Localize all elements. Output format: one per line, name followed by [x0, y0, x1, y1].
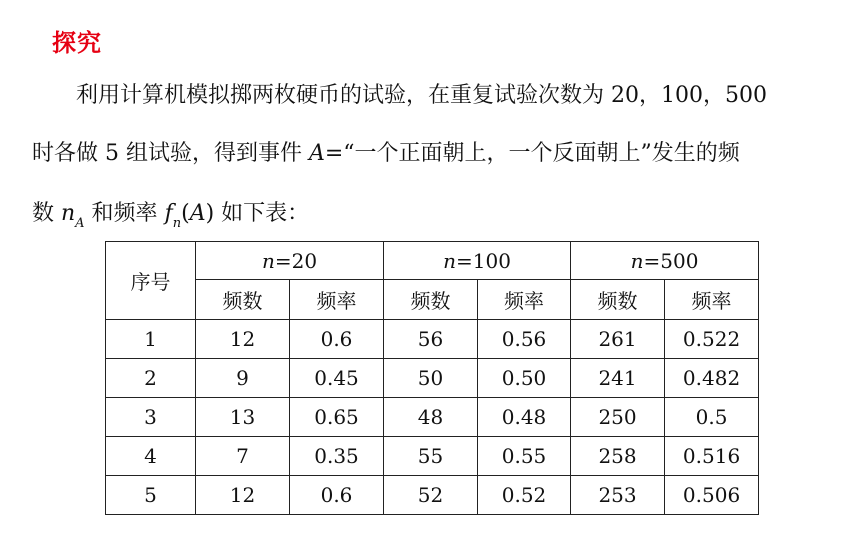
table-cell: 0.482 — [665, 359, 759, 398]
subheader-cell: 频数 — [196, 280, 290, 320]
table-cell: 9 — [196, 359, 290, 398]
table-cell: 258 — [571, 437, 665, 476]
table-cell: 0.6 — [290, 476, 384, 515]
table-cell: 0.56 — [478, 320, 571, 359]
event-variable: A — [189, 201, 206, 226]
paragraph-text: =“一个正面朝上，一个反面朝上”发生的频 — [324, 141, 740, 166]
group-label: =500 — [643, 248, 699, 273]
group-header-cell — [571, 242, 759, 280]
group-label: =20 — [274, 248, 318, 273]
table-row — [106, 359, 759, 398]
frequency-subscript: n — [172, 216, 182, 231]
table-cell: 0.45 — [290, 359, 384, 398]
group-var: n — [261, 248, 275, 273]
table-row — [106, 320, 759, 359]
subheader-cell: 频率 — [290, 280, 384, 320]
table-cell: 253 — [571, 476, 665, 515]
table-cell: 0.6 — [290, 320, 384, 359]
group-var: n — [630, 248, 644, 273]
results-table — [105, 241, 759, 515]
section-heading: 探究 — [52, 29, 102, 57]
group-var: n — [443, 248, 456, 273]
paragraph-text: 时各做 5 组试验，得到事件 — [32, 141, 309, 166]
subheader-cell: 频率 — [665, 280, 759, 320]
group-header-cell — [384, 242, 571, 280]
table-cell: 13 — [196, 398, 290, 437]
row-index-cell: 1 — [106, 320, 196, 359]
table-row — [106, 398, 759, 437]
count-symbol: n — [61, 201, 76, 226]
seq-header-cell: 序号 — [106, 242, 196, 320]
table-subheader-row — [106, 280, 759, 320]
row-index-cell: 4 — [106, 437, 196, 476]
table-cell: 261 — [571, 320, 665, 359]
table-cell: 0.516 — [665, 437, 759, 476]
row-index-cell: 5 — [106, 476, 196, 515]
event-variable: A — [308, 141, 325, 166]
subheader-cell: 频数 — [571, 280, 665, 320]
table-cell: 0.48 — [478, 398, 571, 437]
paragraph-line-2 — [32, 138, 740, 170]
table-cell: 48 — [384, 398, 478, 437]
count-subscript: A — [75, 216, 85, 231]
table-cell: 0.52 — [478, 476, 571, 515]
paren-open: ( — [181, 201, 190, 226]
table-cell: 0.35 — [290, 437, 384, 476]
table-cell: 250 — [571, 398, 665, 437]
table-cell: 0.506 — [665, 476, 759, 515]
table-cell: 50 — [384, 359, 478, 398]
paragraph-line-1: 利用计算机模拟掷两枚硬币的试验，在重复试验次数为 20，100，500 — [76, 83, 767, 108]
paragraph-text: 和频率 — [84, 201, 165, 226]
table-cell: 241 — [571, 359, 665, 398]
table-row — [106, 437, 759, 476]
paragraph-line-3 — [32, 198, 309, 233]
table-cell: 12 — [196, 320, 290, 359]
group-header-cell — [196, 242, 384, 280]
table-cell: 0.5 — [665, 398, 759, 437]
group-label: =100 — [456, 248, 511, 273]
table-cell: 52 — [384, 476, 478, 515]
table-row — [106, 476, 759, 515]
table-cell: 56 — [384, 320, 478, 359]
subheader-cell: 频数 — [384, 280, 478, 320]
table-cell: 0.50 — [478, 359, 571, 398]
paragraph-text: ) 如下表： — [205, 201, 310, 226]
table-body — [106, 320, 759, 515]
table-cell: 0.65 — [290, 398, 384, 437]
subheader-cell: 频率 — [478, 280, 571, 320]
row-index-cell: 3 — [106, 398, 196, 437]
frequency-symbol: f — [164, 201, 173, 226]
row-index-cell: 2 — [106, 359, 196, 398]
table-header-row — [106, 242, 759, 280]
paragraph-text: 数 — [32, 201, 61, 226]
table-cell: 55 — [384, 437, 478, 476]
table-cell: 0.522 — [665, 320, 759, 359]
table-cell: 0.55 — [478, 437, 571, 476]
table-cell: 12 — [196, 476, 290, 515]
table-cell: 7 — [196, 437, 290, 476]
